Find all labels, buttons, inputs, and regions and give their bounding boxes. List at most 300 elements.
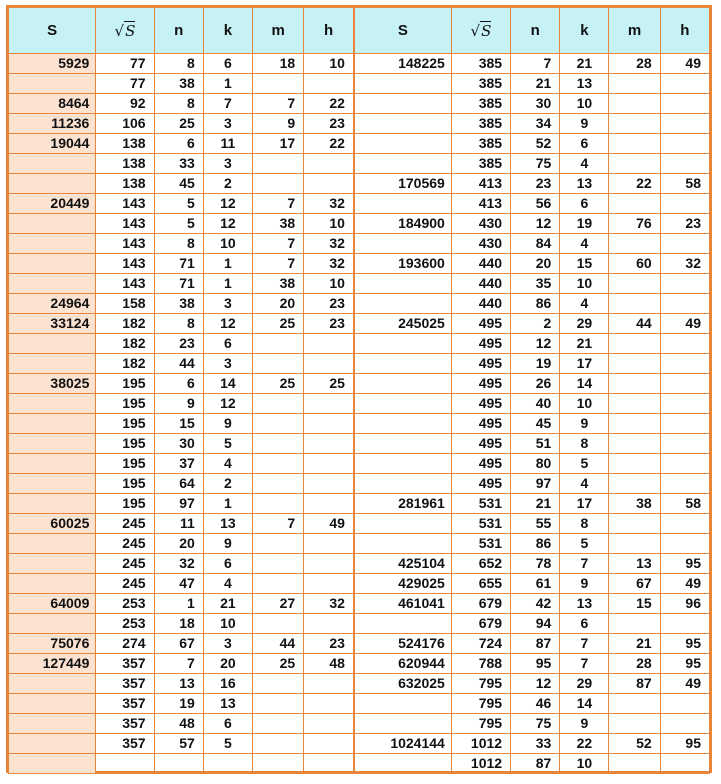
cell-h-right (660, 434, 709, 454)
cell-sqrtS-left: 195 (96, 434, 154, 454)
cell-n-left: 38 (154, 294, 203, 314)
cell-n-left: 20 (154, 534, 203, 554)
cell-n-right: 46 (511, 694, 560, 714)
cell-sqrtS-right: 495 (451, 394, 510, 414)
cell-k-left: 3 (203, 354, 252, 374)
cell-n-left: 5 (154, 214, 203, 234)
cell-h-left: 23 (304, 294, 354, 314)
cell-S-left (9, 454, 96, 474)
cell-k-left: 21 (203, 594, 252, 614)
cell-n-left: 71 (154, 254, 203, 274)
cell-m-right: 38 (609, 494, 660, 514)
cell-m-left: 25 (253, 374, 304, 394)
cell-sqrtS-left: 357 (96, 714, 154, 734)
cell-h-right: 58 (660, 174, 709, 194)
cell-S-right (354, 154, 451, 174)
cell-k-right: 21 (560, 54, 609, 74)
cell-k-right: 10 (560, 754, 609, 774)
cell-h-right (660, 514, 709, 534)
cell-n-left: 45 (154, 174, 203, 194)
cell-k-right: 29 (560, 674, 609, 694)
cell-n-right: 19 (511, 354, 560, 374)
cell-h-right (660, 274, 709, 294)
cell-n-left: 38 (154, 74, 203, 94)
cell-m-left: 7 (253, 234, 304, 254)
cell-h-left (304, 534, 354, 554)
cell-m-right (609, 154, 660, 174)
cell-S-left (9, 694, 96, 714)
cell-k-left: 6 (203, 54, 252, 74)
table-row (9, 554, 710, 574)
cell-S-right: 429025 (354, 574, 451, 594)
cell-k-right: 5 (560, 534, 609, 554)
table-row (9, 74, 710, 94)
cell-m-right: 15 (609, 594, 660, 614)
cell-sqrtS-right: 495 (451, 314, 510, 334)
cell-S-left (9, 474, 96, 494)
cell-n-left: 13 (154, 674, 203, 694)
cell-sqrtS-right: 385 (451, 74, 510, 94)
cell-k-right: 10 (560, 94, 609, 114)
cell-k-left: 1 (203, 274, 252, 294)
table-row (9, 654, 710, 674)
cell-sqrtS-left: 182 (96, 354, 154, 374)
cell-n-left: 44 (154, 354, 203, 374)
cell-sqrtS-right: 655 (451, 574, 510, 594)
cell-sqrtS-left: 195 (96, 394, 154, 414)
cell-m-right (609, 754, 660, 774)
cell-m-left: 17 (253, 134, 304, 154)
cell-n-left: 37 (154, 454, 203, 474)
table-row (9, 54, 710, 74)
cell-sqrtS-right: 495 (451, 334, 510, 354)
cell-S-right (354, 94, 451, 114)
cell-n-right: 86 (511, 294, 560, 314)
cell-h-right (660, 534, 709, 554)
cell-m-left (253, 454, 304, 474)
cell-S-left (9, 614, 96, 634)
cell-h-left (304, 154, 354, 174)
cell-m-right (609, 294, 660, 314)
sqrt-var: S (125, 21, 136, 40)
cell-k-left: 20 (203, 654, 252, 674)
table-row (9, 154, 710, 174)
cell-m-right: 22 (609, 174, 660, 194)
cell-n-left (154, 754, 203, 774)
cell-k-left: 3 (203, 114, 252, 134)
cell-m-right (609, 234, 660, 254)
cell-n-left: 32 (154, 554, 203, 574)
table-row (9, 134, 710, 154)
cell-m-left (253, 674, 304, 694)
cell-S-left (9, 554, 96, 574)
cell-k-right: 8 (560, 434, 609, 454)
cell-m-right: 60 (609, 254, 660, 274)
cell-m-left: 9 (253, 114, 304, 134)
cell-S-right: 620944 (354, 654, 451, 674)
cell-sqrtS-right: 495 (451, 374, 510, 394)
cell-h-right (660, 714, 709, 734)
cell-k-left: 2 (203, 174, 252, 194)
cell-S-left (9, 394, 96, 414)
cell-n-left: 8 (154, 94, 203, 114)
cell-k-right: 21 (560, 334, 609, 354)
cell-S-right (354, 334, 451, 354)
cell-m-right: 28 (609, 654, 660, 674)
cell-h-right (660, 74, 709, 94)
cell-S-right (354, 114, 451, 134)
cell-sqrtS-right: 430 (451, 214, 510, 234)
cell-k-left: 12 (203, 194, 252, 214)
cell-sqrtS-right: 385 (451, 134, 510, 154)
cell-k-right: 13 (560, 594, 609, 614)
cell-k-left: 5 (203, 734, 252, 754)
cell-m-right (609, 474, 660, 494)
cell-h-left (304, 394, 354, 414)
cell-S-right (354, 234, 451, 254)
cell-k-left: 1 (203, 74, 252, 94)
table-row (9, 414, 710, 434)
cell-h-left (304, 754, 354, 774)
cell-S-left (9, 494, 96, 514)
cell-sqrtS-left: 195 (96, 414, 154, 434)
cell-sqrtS-right: 788 (451, 654, 510, 674)
cell-S-left (9, 414, 96, 434)
table-row (9, 294, 710, 314)
cell-k-left: 13 (203, 514, 252, 534)
cell-h-right (660, 94, 709, 114)
header-m-left: m (253, 8, 304, 54)
cell-S-right: 1024144 (354, 734, 451, 754)
cell-k-right: 4 (560, 154, 609, 174)
cell-m-left: 38 (253, 274, 304, 294)
cell-sqrtS-left: 143 (96, 214, 154, 234)
cell-h-left (304, 734, 354, 754)
cell-m-right: 52 (609, 734, 660, 754)
cell-S-left (9, 574, 96, 594)
sqrt-var: S (481, 21, 492, 40)
cell-S-right (354, 414, 451, 434)
cell-m-right (609, 74, 660, 94)
cell-h-right: 49 (660, 54, 709, 74)
cell-h-right: 95 (660, 734, 709, 754)
cell-sqrtS-left (96, 754, 154, 774)
cell-m-left: 18 (253, 54, 304, 74)
cell-n-right: 40 (511, 394, 560, 414)
cell-m-left: 25 (253, 654, 304, 674)
cell-S-left: 38025 (9, 374, 96, 394)
cell-n-left: 11 (154, 514, 203, 534)
cell-n-right: 51 (511, 434, 560, 454)
table-row (9, 574, 710, 594)
cell-h-right: 49 (660, 674, 709, 694)
cell-sqrtS-left: 274 (96, 634, 154, 654)
cell-S-right (354, 374, 451, 394)
cell-m-right: 76 (609, 214, 660, 234)
table-row (9, 374, 710, 394)
cell-h-left: 10 (304, 274, 354, 294)
cell-n-left: 48 (154, 714, 203, 734)
table-row (9, 194, 710, 214)
cell-sqrtS-right: 531 (451, 534, 510, 554)
cell-n-left: 6 (154, 374, 203, 394)
cell-m-left (253, 574, 304, 594)
cell-sqrtS-left: 143 (96, 234, 154, 254)
cell-S-right: 461041 (354, 594, 451, 614)
cell-n-right: 75 (511, 714, 560, 734)
cell-m-left (253, 174, 304, 194)
cell-k-left: 7 (203, 94, 252, 114)
cell-S-right (354, 514, 451, 534)
table-frame (6, 5, 712, 773)
cell-n-right: 45 (511, 414, 560, 434)
cell-S-left (9, 754, 96, 774)
table-row (9, 534, 710, 554)
cell-m-right: 87 (609, 674, 660, 694)
cell-h-left (304, 354, 354, 374)
cell-S-right (354, 614, 451, 634)
cell-n-left: 7 (154, 654, 203, 674)
header-sqrtS-left (96, 8, 154, 54)
table-row (9, 454, 710, 474)
cell-S-left (9, 214, 96, 234)
header-sqrtS-right (451, 8, 510, 54)
cell-h-left (304, 434, 354, 454)
cell-k-right: 13 (560, 74, 609, 94)
cell-n-left: 15 (154, 414, 203, 434)
cell-n-left: 8 (154, 234, 203, 254)
cell-k-left: 9 (203, 534, 252, 554)
cell-n-right: 78 (511, 554, 560, 574)
cell-sqrtS-left: 182 (96, 314, 154, 334)
cell-m-left: 25 (253, 314, 304, 334)
table-row (9, 674, 710, 694)
header-S-right: S (354, 8, 451, 54)
cell-h-right: 49 (660, 314, 709, 334)
cell-sqrtS-left: 245 (96, 534, 154, 554)
cell-h-right (660, 154, 709, 174)
cell-h-right (660, 334, 709, 354)
cell-h-left (304, 674, 354, 694)
cell-sqrtS-left: 195 (96, 374, 154, 394)
cell-n-right: 21 (511, 74, 560, 94)
cell-h-left: 32 (304, 254, 354, 274)
cell-k-left: 6 (203, 714, 252, 734)
cell-k-right: 5 (560, 454, 609, 474)
cell-h-right (660, 234, 709, 254)
cell-sqrtS-left: 92 (96, 94, 154, 114)
cell-m-right (609, 454, 660, 474)
cell-n-right: 61 (511, 574, 560, 594)
header-h-left: h (304, 8, 354, 54)
cell-k-right: 14 (560, 374, 609, 394)
table-row (9, 514, 710, 534)
cell-h-left (304, 494, 354, 514)
cell-m-right (609, 94, 660, 114)
cell-sqrtS-right: 495 (451, 414, 510, 434)
cell-S-left: 60025 (9, 514, 96, 534)
table-row (9, 634, 710, 654)
cell-sqrtS-right: 795 (451, 694, 510, 714)
cell-n-left: 6 (154, 134, 203, 154)
cell-sqrtS-left: 158 (96, 294, 154, 314)
cell-m-left: 20 (253, 294, 304, 314)
cell-S-right: 184900 (354, 214, 451, 234)
cell-k-left: 4 (203, 454, 252, 474)
cell-sqrtS-left: 245 (96, 514, 154, 534)
cell-h-right (660, 454, 709, 474)
cell-S-right (354, 694, 451, 714)
cell-m-left: 7 (253, 254, 304, 274)
cell-h-left (304, 454, 354, 474)
table-row (9, 234, 710, 254)
cell-m-left: 7 (253, 514, 304, 534)
cell-h-right: 96 (660, 594, 709, 614)
cell-n-right: 23 (511, 174, 560, 194)
cell-h-left: 23 (304, 314, 354, 334)
cell-m-left: 27 (253, 594, 304, 614)
cell-h-right: 95 (660, 554, 709, 574)
cell-S-left: 24964 (9, 294, 96, 314)
cell-n-right: 21 (511, 494, 560, 514)
cell-S-left (9, 154, 96, 174)
cell-k-right: 7 (560, 654, 609, 674)
cell-S-left: 8464 (9, 94, 96, 114)
cell-S-left (9, 174, 96, 194)
cell-m-right (609, 134, 660, 154)
cell-S-right (354, 714, 451, 734)
cell-h-left (304, 334, 354, 354)
cell-k-right: 14 (560, 694, 609, 714)
cell-S-right (354, 754, 451, 774)
cell-m-left (253, 534, 304, 554)
cell-h-right (660, 134, 709, 154)
cell-m-right (609, 374, 660, 394)
cell-sqrtS-left: 143 (96, 194, 154, 214)
cell-n-left: 25 (154, 114, 203, 134)
cell-m-left (253, 474, 304, 494)
cell-n-right: 75 (511, 154, 560, 174)
cell-h-right (660, 474, 709, 494)
cell-n-left: 47 (154, 574, 203, 594)
cell-S-left (9, 74, 96, 94)
cell-sqrtS-right: 495 (451, 474, 510, 494)
cell-m-left (253, 494, 304, 514)
cell-k-right: 6 (560, 134, 609, 154)
cell-h-left: 22 (304, 134, 354, 154)
cell-m-right: 67 (609, 574, 660, 594)
cell-m-right (609, 114, 660, 134)
cell-m-left (253, 434, 304, 454)
cell-S-left (9, 734, 96, 754)
header-h-right: h (660, 8, 709, 54)
cell-n-right: 30 (511, 94, 560, 114)
cell-m-left (253, 754, 304, 774)
table-row (9, 714, 710, 734)
cell-sqrtS-right: 531 (451, 494, 510, 514)
table-row (9, 214, 710, 234)
cell-h-right (660, 614, 709, 634)
cell-k-right: 29 (560, 314, 609, 334)
cell-k-left: 10 (203, 234, 252, 254)
cell-S-right (354, 534, 451, 554)
cell-n-right: 97 (511, 474, 560, 494)
cell-sqrtS-right: 440 (451, 254, 510, 274)
cell-k-left: 3 (203, 294, 252, 314)
cell-k-right: 17 (560, 354, 609, 374)
cell-sqrtS-left: 253 (96, 614, 154, 634)
cell-k-right: 19 (560, 214, 609, 234)
cell-S-left (9, 434, 96, 454)
cell-n-right: 35 (511, 274, 560, 294)
cell-n-left: 57 (154, 734, 203, 754)
cell-n-left: 9 (154, 394, 203, 414)
sqrt-symbol: √ (470, 21, 481, 40)
cell-k-right: 9 (560, 414, 609, 434)
table-row (9, 594, 710, 614)
cell-sqrtS-right: 679 (451, 594, 510, 614)
cell-sqrtS-left: 357 (96, 734, 154, 754)
cell-sqrtS-left: 106 (96, 114, 154, 134)
cell-h-left (304, 174, 354, 194)
cell-S-right (354, 194, 451, 214)
cell-k-left: 13 (203, 694, 252, 714)
cell-m-left (253, 154, 304, 174)
cell-S-left (9, 714, 96, 734)
cell-m-left (253, 74, 304, 94)
cell-S-left (9, 334, 96, 354)
cell-S-right (354, 134, 451, 154)
cell-S-right (354, 474, 451, 494)
cell-h-right: 58 (660, 494, 709, 514)
cell-S-left: 33124 (9, 314, 96, 334)
cell-h-right (660, 114, 709, 134)
cell-n-right: 84 (511, 234, 560, 254)
cell-S-right (354, 274, 451, 294)
cell-sqrtS-right: 413 (451, 174, 510, 194)
cell-S-left (9, 674, 96, 694)
header-k-left: k (203, 8, 252, 54)
cell-S-right: 281961 (354, 494, 451, 514)
cell-S-right (354, 394, 451, 414)
cell-sqrtS-right: 385 (451, 54, 510, 74)
cell-k-left: 12 (203, 394, 252, 414)
cell-m-right (609, 414, 660, 434)
cell-h-left: 25 (304, 374, 354, 394)
cell-k-left: 3 (203, 634, 252, 654)
cell-S-right: 245025 (354, 314, 451, 334)
cell-k-left: 9 (203, 414, 252, 434)
table-row (9, 254, 710, 274)
cell-k-right: 7 (560, 554, 609, 574)
cell-n-left: 30 (154, 434, 203, 454)
cell-k-right: 4 (560, 474, 609, 494)
cell-k-right: 6 (560, 614, 609, 634)
cell-S-right: 632025 (354, 674, 451, 694)
cell-sqrtS-left: 138 (96, 174, 154, 194)
cell-m-right (609, 514, 660, 534)
cell-m-left (253, 714, 304, 734)
cell-S-left (9, 254, 96, 274)
cell-h-left: 48 (304, 654, 354, 674)
cell-sqrtS-left: 138 (96, 154, 154, 174)
cell-n-left: 5 (154, 194, 203, 214)
cell-S-right (354, 294, 451, 314)
cell-n-right: 12 (511, 334, 560, 354)
cell-k-left: 2 (203, 474, 252, 494)
cell-k-right: 13 (560, 174, 609, 194)
cell-m-right (609, 354, 660, 374)
